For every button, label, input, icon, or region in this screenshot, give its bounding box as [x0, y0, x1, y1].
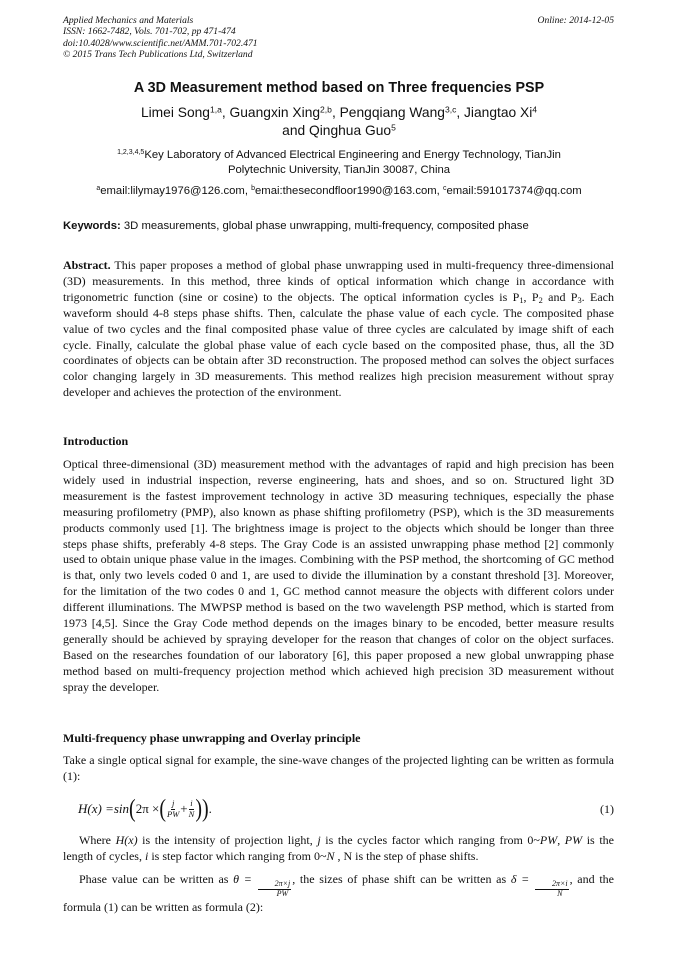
email-sup: c [442, 185, 447, 193]
author-sup: 2,b [320, 104, 332, 115]
paper-title: A 3D Measurement method based on Three frequencies PSP [133, 80, 545, 96]
math-symbol: N [326, 848, 335, 863]
paragraph-text: is the intensity of projection light, [137, 833, 318, 847]
email-line [63, 184, 615, 199]
journal-name: Applied Mechanics and Materials [63, 15, 194, 26]
affiliation-line: Key Laboratory of Advanced Electrical Engineering and Energy Technology, TianJin [144, 149, 561, 161]
math-symbol: θ = [233, 872, 257, 886]
math-symbol: j [317, 833, 321, 847]
abstract-text: This paper proposes a method of global phase unwrapping used in multi-frequency three-dimensional (3D) measurements. In this method, three kinds of optical information which change in accordance with trigonometric function (sine or cosine) to the objects. The optical information cycles is P [63, 258, 614, 304]
paren-open: ( [159, 795, 167, 823]
formula-1 [78, 794, 212, 824]
subscript: 1 [519, 295, 524, 305]
math-symbol: i [144, 848, 149, 863]
author-name: and Qinghua Guo [282, 123, 392, 138]
numerator: 2π×j [258, 880, 292, 890]
email-address: email:lilymay1976@126.com, [100, 185, 252, 197]
paren-close: ) [195, 795, 202, 823]
fraction [258, 880, 292, 898]
denominator: PW [276, 888, 289, 898]
paragraph-text: , the sizes of phase shift can be written as [292, 872, 511, 886]
abstract-label: Abstract. [63, 258, 111, 272]
equation-number: (1) [600, 802, 614, 816]
online-date: Online: 2014-12-05 [537, 15, 614, 26]
affiliation-sup: 1,2,3,4,5 [117, 149, 145, 157]
email-sup: a [96, 185, 101, 193]
abstract-text: , P [523, 289, 539, 304]
variable-definitions [63, 833, 614, 865]
denominator: PW [167, 808, 180, 819]
denominator: N [557, 888, 563, 898]
phase-paragraph [63, 870, 614, 917]
numerator: i [190, 798, 193, 808]
author-list [63, 104, 615, 140]
paragraph-text: , N is the step of phase shifts. [334, 848, 479, 863]
denominator: N [188, 808, 195, 819]
math-symbol: H(x) [115, 833, 138, 847]
abstract [63, 258, 614, 401]
abstract-text: . Each waveform should 4-8 steps phase shifts. Then, calculate the phase value of each cycle. The composited phase value of two cycles and the final composited phase value of three cycles are calculated by image shift of each cycle. Finally, calculate the global phase value of each cycle based on the composited phase, thus, all the 3D coordinates of objects can be obtain after 3D reconstruction. The proposed method can solves the object surfaces color changing largely in 3D measurements. This method realizes high precision measurement without spray developer and achieves the protection of the environment. [63, 289, 615, 400]
author-sup: 3,c [444, 104, 457, 115]
abstract-text: and P [542, 289, 578, 304]
formula-term: 2π × [135, 801, 160, 816]
doi-line: doi:10.4028/www.scientific.net/AMM.701-702.471 [63, 37, 258, 49]
journal-header [63, 15, 258, 60]
formula-lhs: H(x) = [78, 801, 114, 816]
author-name: , Jiangtao Xi [456, 105, 533, 120]
section-heading: Multi-frequency phase unwrapping and Overlay principle [63, 731, 361, 745]
fraction [167, 799, 179, 819]
author-name: , Guangxin Xing [221, 105, 321, 120]
paren-open: ( [129, 795, 136, 823]
fraction [535, 880, 569, 898]
author-sup: 1,a [209, 104, 222, 115]
formula-end: . [208, 801, 212, 816]
formula-plus: + [180, 801, 188, 816]
paragraph-text: Phase value can be written as [79, 872, 234, 886]
author-name: Limei Song [140, 105, 210, 120]
author-name: , Pengqiang Wang [331, 105, 445, 120]
paren-close: ) [201, 795, 209, 823]
affiliation [63, 148, 615, 178]
numerator: j [171, 798, 175, 808]
paragraph-text: is the cycles factor which ranging from 0~ [320, 833, 540, 847]
keywords [63, 219, 615, 234]
keywords-text: 3D measurements, global phase unwrapping, multi-frequency, composited phase [120, 220, 529, 232]
fraction [189, 799, 195, 819]
keywords-label: Keywords: [63, 220, 121, 232]
math-symbol: PW [539, 833, 558, 847]
email-sup: b [251, 185, 255, 193]
copyright-line: © 2015 Trans Tech Publications Ltd, Switzerland [63, 48, 253, 60]
paragraph-text: Where [79, 833, 116, 847]
email-address: emai:thesecondfloor1990@163.com, [255, 185, 443, 197]
math-symbol: PW [564, 833, 583, 847]
paragraph-text: is the length of cycles, [63, 833, 614, 863]
subscript: 3 [577, 295, 582, 305]
email-address: email:591017374@qq.com [446, 185, 582, 197]
subscript: 2 [538, 295, 543, 305]
section-paragraph: Take a single optical signal for example, the sine-wave changes of the projected lighting can be written as formula (1): [63, 753, 614, 783]
introduction-heading: Introduction [63, 434, 129, 448]
author-sup: 5 [391, 122, 396, 133]
author-sup: 4 [532, 104, 538, 115]
math-symbol: δ = [510, 872, 534, 886]
numerator: 2π×i [535, 880, 569, 890]
paragraph-text: , [557, 833, 561, 847]
formula-fn: sin [113, 801, 130, 816]
paragraph-text: is step factor which ranging from 0~ [148, 848, 327, 863]
introduction-body: Optical three-dimensional (3D) measurement method with the advantages of rapid and high precision has been widely used in industrial inspection, reverse engineering, hats and shoes, and so on. Structured light 3D measurement is the fastest improvement technology in active 3D measuring techniques, especially the phase measuring profilometry (PMP), also known as phase shifting profilometry (PSP), which is the 3D measurements products commonly used [1]. The brightness image is project to the objects which should be longer than three steps phase shifts, preferably 4-8 steps. The Gray Code is an assisted unwrapping phase method [2] commonly used to obtain unique phase value in the images. Combining with the PSP method, the shortcoming of GC method is that, only two levels coded 0 and 1, are used to divide the illumination by a constant threshold [3]. Moreover, for the limitation of the two codes 0 and 1, GC method cannot measure the objects with different colors under different illuminations. The MWPSP method is based on the two wavelength PSP method, which is started from 1973 [4,5]. Since the Gray Code method depends on the images binary to be encoded, better measure results generally should be achieved by spraying developer for the reason that changes of color on the object surfaces. Based on the researches foundation of our laboratory [6], this paper proposed a new global unwrapping phase method based on multi-frequency projection method which achieved high precision 3D measurement without spray the developer. [63, 457, 614, 694]
paragraph-text: , and the formula (1) can be written as formula (2): [63, 872, 614, 914]
affiliation-line: Polytechnic University, TianJin 30087, China [227, 164, 451, 176]
issn-line: ISSN: 1662-7482, Vols. 701-702, pp 471-474 [63, 26, 236, 38]
